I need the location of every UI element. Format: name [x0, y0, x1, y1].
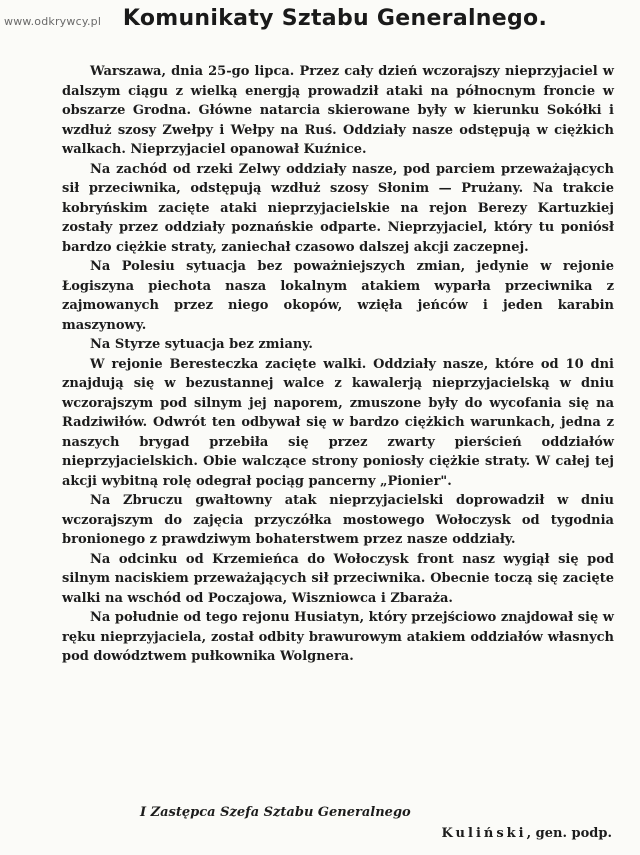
paragraph: Na zachód od rzeki Zelwy oddziały nasze, pod parciem przeważających sił przeciwnika, odstępują wzdłuż szosy Słonim — Prużany. Na trakcie kobryńskim zacięte ataki nieprzyjacielskie na rejon Berezy Kartuzkiej zostały przez oddziały poznańskie odparte. Nieprzyjaciel, który tu poniósł bardzo ciężkie straty, zaniechał czasowo dalszej akcji zaczepnej.	[62, 161, 614, 255]
article-body	[62, 62, 614, 667]
headline: Komunikaty Sztabu Generalnego.	[122, 6, 548, 31]
paragraph: Na południe od tego rejonu Husiatyn, który przejściowo znajdował się w ręku nieprzyjaciela, został odbity brawurowym atakiem oddziałów własnych pod dowództwem pułkownika Wolgnera.	[62, 610, 614, 664]
signature-name	[442, 826, 612, 841]
paragraph: Na Polesiu sytuacja bez poważniejszych zmian, jedynie w rejonie Łogiszyna piechota nasza lokalnym atakiem wyparła przeciwnika z zajmowanych przez niego okopów, wzięła jeńców i jeden karabin maszynowy.	[62, 259, 614, 333]
signer-surname: Kuliński	[441, 826, 527, 841]
watermark: www.odkrywcy.pl	[4, 15, 102, 28]
signature-title: I Zastępca Szefa Sztabu Generalnego	[140, 805, 411, 820]
paragraph: Warszawa, dnia 25-go lipca. Przez cały dzień wczorajszy nieprzyjaciel w dalszym ciągu z wielką energją prowadził ataki na północnym froncie w obszarze Grodna. Główne natarcia skierowane były w kierunku Sokółki i wzdłuż szosy Zwełpy i Wełpy na Ruś. Oddziały nasze odstępują w ciężkich walkach. Nieprzyjaciel opanował Kuźnice.	[62, 64, 614, 157]
paragraph: W rejonie Beresteczka zacięte walki. Oddziały nasze, które od 10 dni znajdują się w bezustannej walce z kawalerją nieprzyjacielską w dniu wczorajszym pod silnym jej naporem, zmuszone były do wycofania się na Radziwiłów. Odwrót ten odbywał się w bardzo ciężkich warunkach, jedna z naszych brygad przebiła się przez zwarty pierścień oddziałów nieprzyjacielskich. Obie walczące strony poniosły ciężkie straty. W całej tej akcji wybitną rolę odegrał pociąg pancerny „Pionier".	[62, 356, 614, 489]
paragraph: Na Styrze sytuacja bez zmiany.	[90, 337, 313, 352]
paragraph: Na Zbruczu gwałtowny atak nieprzyjacielski doprowadził w dniu wczorajszym do zajęcia przyczółka mostowego Wołoczysk od tygodnia bronionego z prawdziwym bohaterstwem przez nasze oddziały.	[62, 493, 614, 547]
paragraph: Na odcinku od Krzemieńca do Wołoczysk front nasz wygiął się pod silnym naciskiem przeważających sił przeciwnika. Obecnie toczą się zacięte walki na wschód od Poczajowa, Wiszniowca i Zbaraża.	[62, 551, 614, 606]
signer-suffix: , gen. podp.	[526, 826, 612, 841]
